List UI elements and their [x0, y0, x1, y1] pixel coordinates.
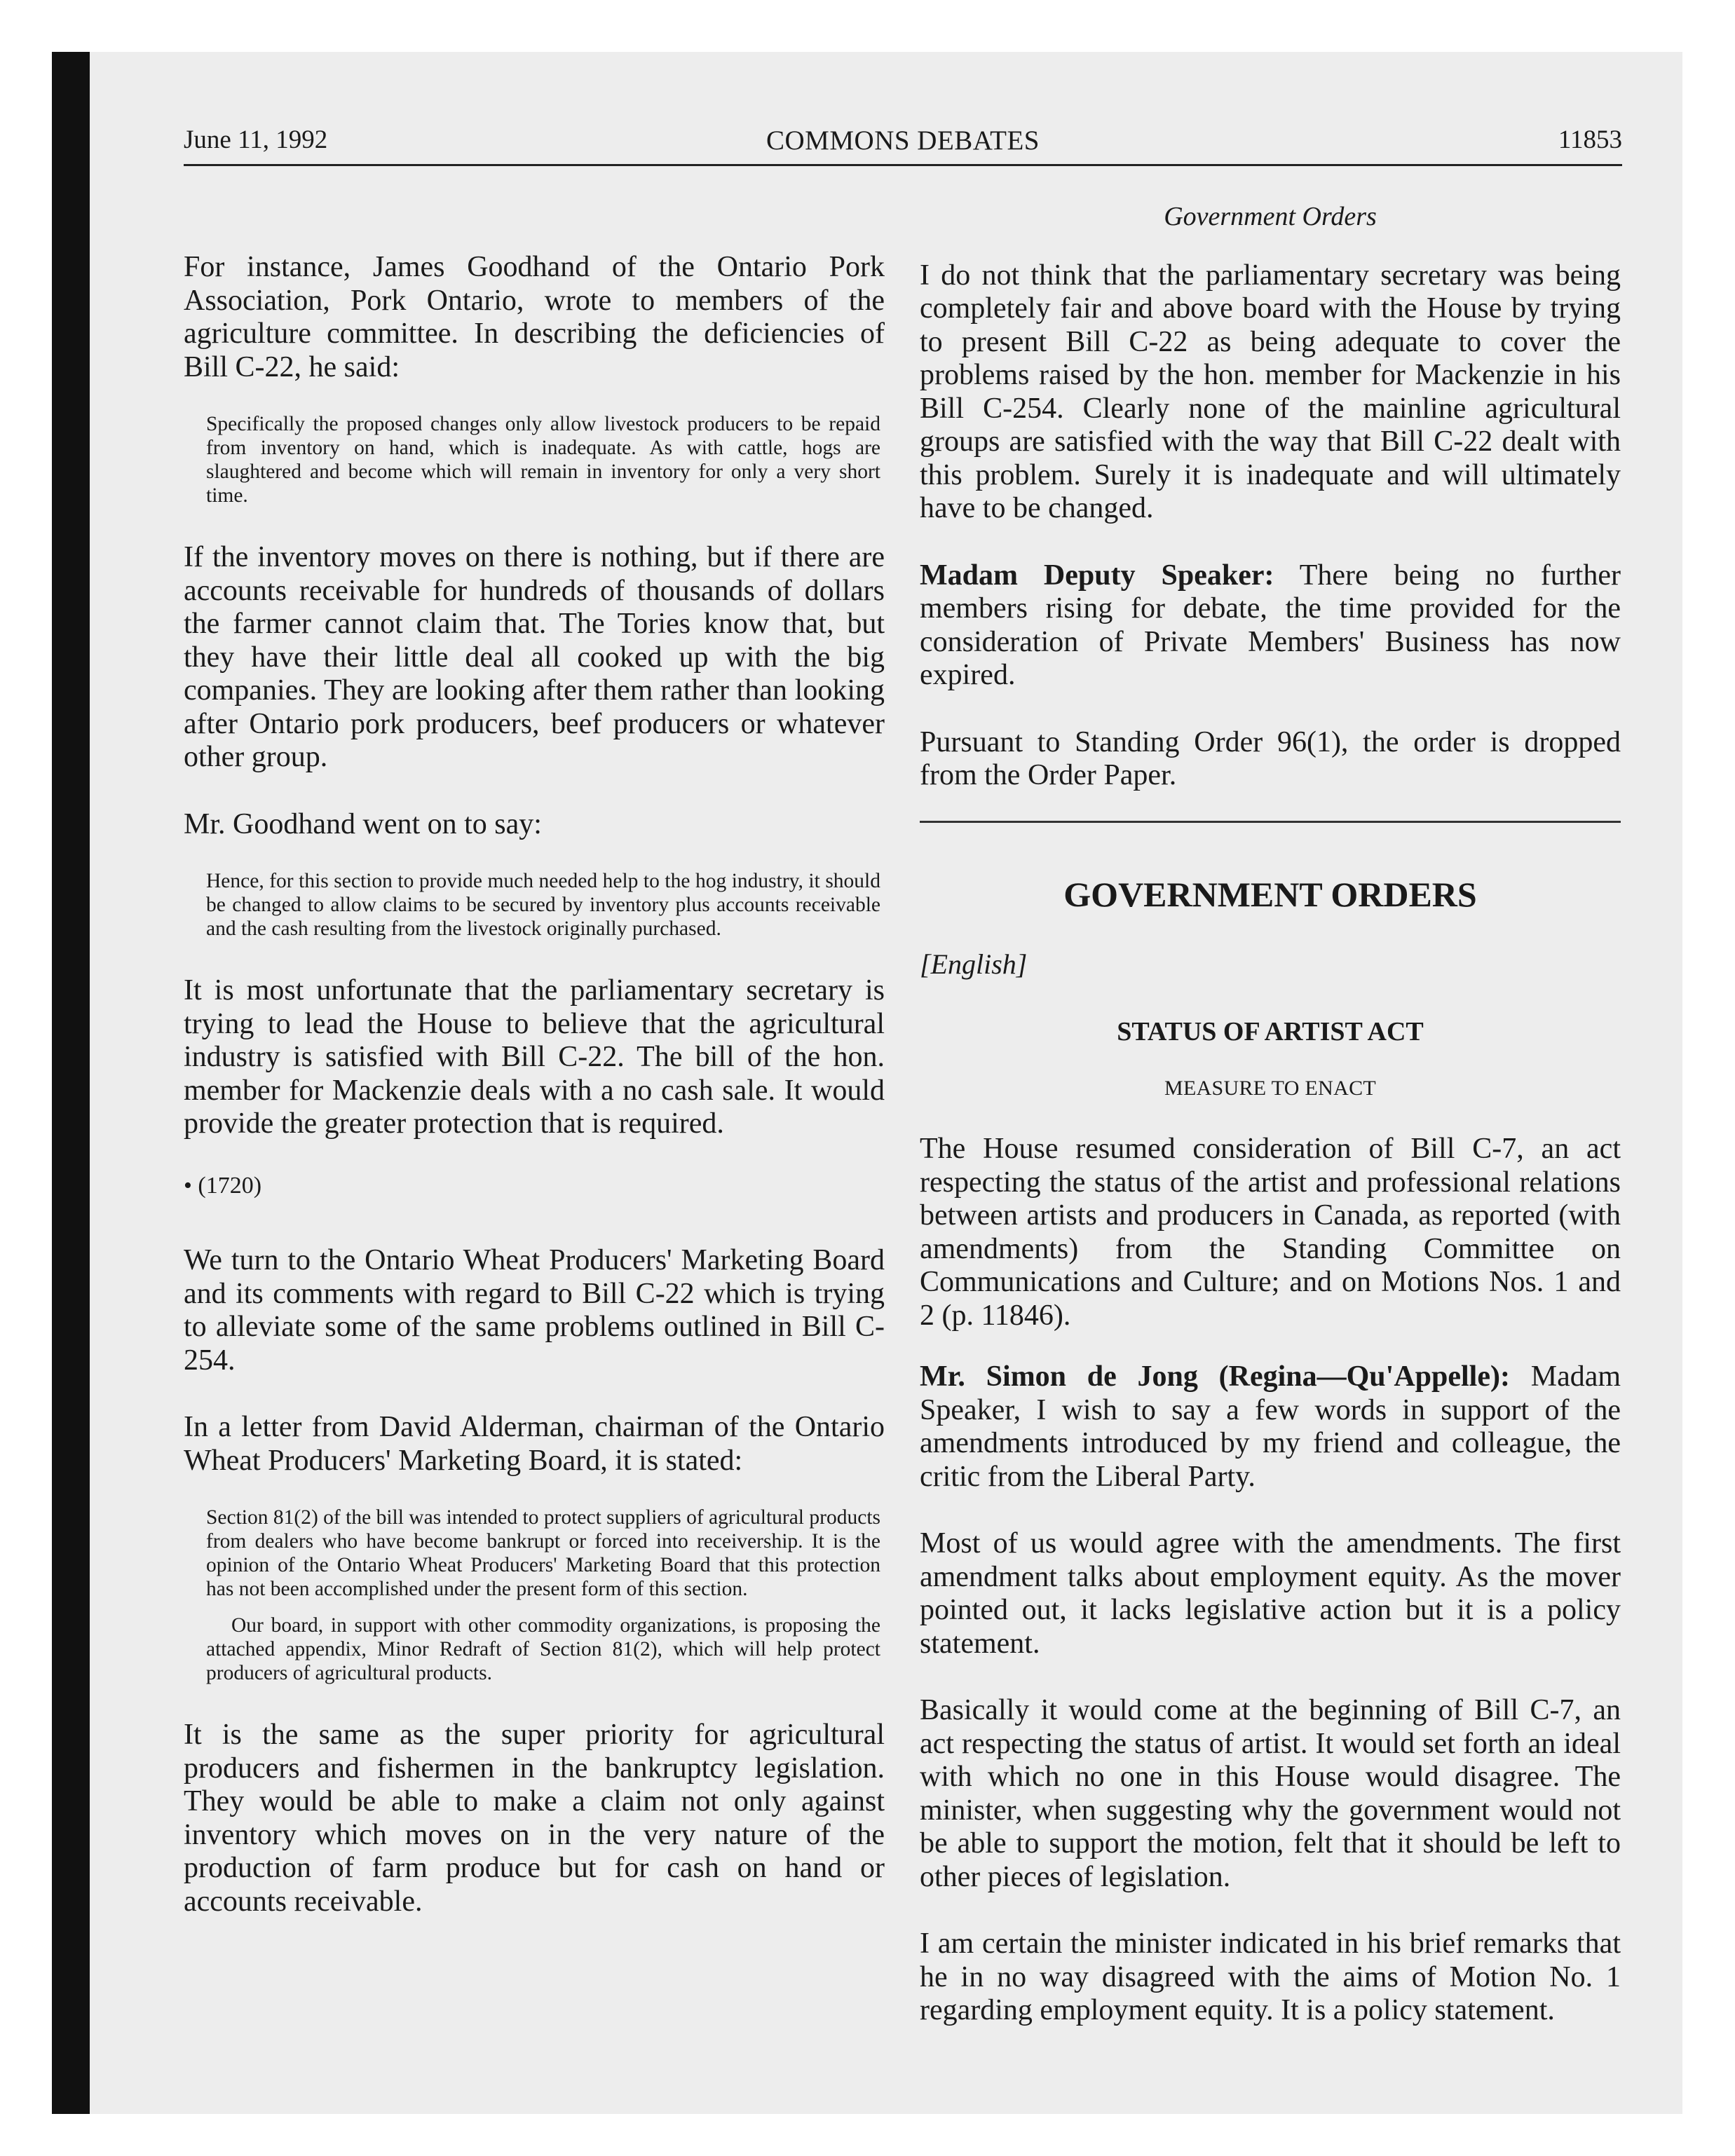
page-header [184, 125, 1622, 167]
paragraph: In a letter from David Alderman, chairman of the Ontario Wheat Producers' Marketing Board, it is stated: [184, 1411, 885, 1477]
paragraph: I am certain the minister indicated in his brief remarks that he in no way disagreed with the aims of Motion No. 1 regarding employment equity. It is a policy statement. [920, 1928, 1621, 2026]
paragraph: For instance, James Goodhand of the Ontario Pork Association, Pork Ontario, wrote to members of the agriculture committee. In describing the deficiencies of Bill C-22, he said: [184, 251, 885, 383]
header-date: June 11, 1992 [184, 125, 328, 154]
left-column [184, 251, 885, 1952]
paragraph: We turn to the Ontario Wheat Producers' Marketing Board and its comments with regard to Bill C-22 which is trying to alleviate some of the same problems outlined in Bill C-254. [184, 1244, 885, 1377]
speaker-name: Madam Deputy Speaker: [920, 559, 1274, 592]
speaker-paragraph [920, 1360, 1621, 1494]
paragraph: Most of us would agree with the amendments. The first amendment talks about employment equity. As the mover pointed out, it lacks legislative action but it is a policy statement. [920, 1527, 1621, 1660]
paragraph: It is most unfortunate that the parliamentary secretary is trying to lead the House to believe that the agricultural industry is satisfied with Bill C-22. The bill of the hon. member for Mackenzie deals with a no cash sale. It would provide the greater protection that is required. [184, 974, 885, 1140]
running-head: Government Orders [1164, 202, 1377, 231]
speech-text: Madam Speaker, I wish to say a few words in support of the amendments introduced by my friend and colleague, the critic from the Liberal Party. [920, 1360, 1621, 1493]
paragraph: I do not think that the parliamentary secretary was being completely fair and above board with the House by trying to present Bill C-22 as being adequate to cover the problems raised by the hon. member for Mackenzie in his Bill C-254. Clearly none of the mainline agricultural groups are satisfied with the way that Bill C-22 dealt with this problem. Surely it is inadequate and will ultimately have to be changed. [920, 259, 1621, 524]
block-quote: Our board, in support with other commodity organizations, is proposing the attached appendix, Minor Redraft of Section 81(2), which will help protect producers of agricultural products. [206, 1614, 880, 1684]
speech-text: There being no further members rising for debate, the time provided for the consideration of Private Members' Business has now expired. [920, 559, 1621, 691]
header-title: COMMONS DEBATES [766, 125, 1040, 156]
speaker-paragraph [920, 559, 1621, 692]
block-quote: Hence, for this section to provide much needed help to the hog industry, it should be changed to allow claims to be secured by inventory plus accounts receivable and the cash resulting from the livestock originally purchased. [206, 870, 880, 940]
paragraph: Pursuant to Standing Order 96(1), the order is dropped from the Order Paper. [920, 725, 1621, 791]
paragraph: Mr. Goodhand went on to say: [184, 807, 542, 840]
block-quote: Section 81(2) of the bill was intended to protect suppliers of agricultural products from dealers who have become bankrupt or forced into receivership. It is the opinion of the Ontario Wheat Producers' Marketing Board that this protection has not been accomplished under the present form of this section. [206, 1506, 880, 1600]
header-rule [184, 164, 1622, 166]
block-quote: Specifically the proposed changes only allow livestock producers to be repaid from inventory on hand, which is inadequate. As with cattle, hogs are slaughtered and become which will remain in inventory for only a very short time. [206, 413, 880, 507]
language-tag: [English] [920, 948, 1028, 980]
time-marker: • (1720) [184, 1172, 262, 1199]
binding-edge [52, 52, 90, 2114]
paragraph: If the inventory moves on there is nothing, but if there are accounts receivable for hundreds of thousands of dollars the farmer cannot claim that. The Tories know that, but they have their little deal all cooked up with the big companies. They are looking after them rather than looking after Ontario pork producers, beef producers or whatever other group. [184, 541, 885, 773]
paragraph: It is the same as the super priority for agricultural producers and fishermen in the bankruptcy legislation. They would be able to make a claim not only against inventory which moves on in the very nature of the production of farm produce but for cash on hand or accounts receivable. [184, 1719, 885, 1918]
section-divider [920, 821, 1621, 823]
paragraph: The House resumed consideration of Bill C-7, an act respecting the status of the artist and professional relations between artists and producers in Canada, as reported (with amendments) from the Standing Committee on Communications and Culture; and on Motions Nos. 1 and 2 (p. 11846). [920, 1133, 1621, 1332]
minor-heading: MEASURE TO ENACT [1164, 1076, 1377, 1100]
right-column [920, 200, 1621, 2061]
paragraph: Basically it would come at the beginning of Bill C-7, an act respecting the status of artist. It would set forth an ideal with which no one in this House would disagree. The minister, when suggesting why the government would not be able to support the motion, felt that it should be left to other pieces of legislation. [920, 1694, 1621, 1893]
header-page-number: 11853 [1558, 125, 1622, 154]
speaker-name: Mr. Simon de Jong (Regina—Qu'Appelle): [920, 1360, 1510, 1393]
section-heading: GOVERNMENT ORDERS [1063, 874, 1477, 914]
subsection-heading: STATUS OF ARTIST ACT [1117, 1017, 1424, 1046]
